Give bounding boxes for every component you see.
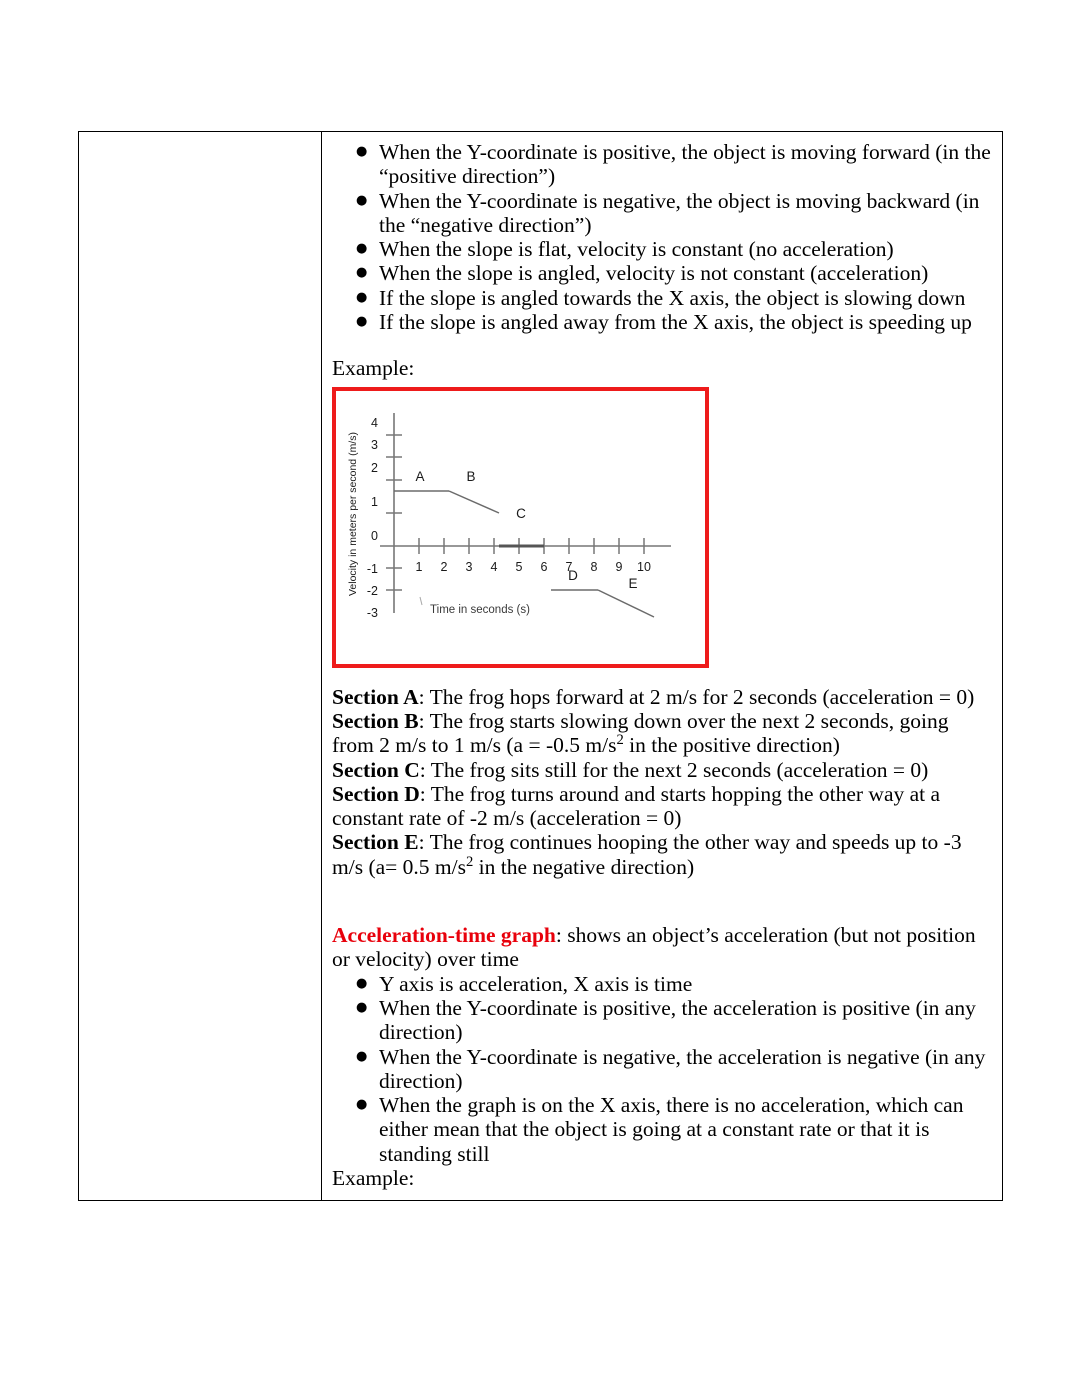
- section-d-description: [332, 782, 992, 831]
- y-axis-tick-labels: [367, 416, 378, 620]
- section-a-description: [332, 685, 992, 709]
- svg-text:5: 5: [515, 559, 523, 574]
- section-d-text: : The frog turns around and starts hopping the other way at a constant rate of -2 m/s (acceleration = 0): [332, 781, 941, 831]
- acceleration-graph-bullet-list: [332, 972, 992, 1166]
- acceleration-time-graph-heading: [332, 923, 992, 972]
- svg-text:A: A: [415, 468, 425, 484]
- list-item: ● If the slope is angled away from the X axis, the object is speeding up: [332, 310, 992, 334]
- x-axis-title: Time in seconds (s): [430, 603, 530, 616]
- content-table: [78, 131, 1003, 1201]
- section-b-text-tail: in the positive direction): [623, 733, 840, 758]
- list-item: ● If the slope is angled towards the X axis, the object is slowing down: [332, 286, 992, 310]
- svg-text:2: 2: [371, 460, 378, 475]
- acceleration-time-graph-title: Acceleration-time graph: [332, 923, 556, 948]
- y-axis-title: Velocity in meters per second (m/s): [347, 431, 359, 596]
- svg-text:9: 9: [615, 559, 623, 574]
- svg-text:-1: -1: [366, 561, 378, 576]
- section-e-description: [332, 830, 992, 879]
- svg-text:8: 8: [590, 559, 598, 574]
- segment-e: [598, 590, 654, 617]
- svg-text:4: 4: [490, 559, 498, 574]
- svg-text:3: 3: [371, 437, 378, 452]
- svg-text:1: 1: [415, 559, 423, 574]
- list-item: ● When the slope is angled, velocity is not constant (acceleration): [332, 261, 992, 285]
- list-item: ● Y axis is acceleration, X axis is time: [332, 972, 992, 996]
- x-axis-tick-labels: [416, 560, 651, 574]
- svg-text:6: 6: [540, 559, 548, 574]
- section-c-name: Section C: [332, 757, 420, 782]
- svg-text:D: D: [568, 567, 578, 583]
- section-c-description: [332, 758, 992, 782]
- section-e-superscript: 2: [465, 853, 474, 870]
- svg-text:2: 2: [440, 559, 448, 574]
- stray-mark: [420, 597, 422, 605]
- list-item: ● When the slope is flat, velocity is constant (no acceleration): [332, 237, 992, 261]
- list-item: ● When the Y-coordinate is positive, the acceleration is positive (in any direction): [332, 996, 992, 1045]
- section-e-name: Section E: [332, 830, 419, 855]
- velocity-graph-bullet-list: [332, 140, 992, 334]
- svg-text:-2: -2: [366, 583, 378, 598]
- svg-text:4: 4: [371, 415, 378, 430]
- example-label-acceleration: Example:: [332, 1166, 415, 1191]
- section-b-text: : The frog starts slowing down over the next 2 seconds, going from 2 m/s to 1 m/s (a = -0.5 m/s: [332, 708, 949, 758]
- section-a-name: Section A: [332, 684, 419, 709]
- section-a-text: : The frog hops forward at 2 m/s for 2 seconds (acceleration = 0): [418, 684, 975, 709]
- svg-text:-3: -3: [366, 605, 378, 620]
- table-cell-right-content: [322, 132, 1002, 1200]
- svg-text:E: E: [628, 575, 638, 591]
- svg-text:7: 7: [565, 559, 573, 574]
- section-d-name: Section D: [332, 781, 420, 806]
- acceleration-time-graph-definition: : shows an object’s acceleration (but not position or velocity) over time: [332, 923, 976, 972]
- svg-text:3: 3: [465, 559, 473, 574]
- svg-text:B: B: [466, 468, 476, 484]
- section-b-description: [332, 709, 992, 758]
- list-item: ● When the Y-coordinate is positive, the object is moving forward (in the “positive direction”): [332, 140, 992, 189]
- svg-text:1: 1: [371, 494, 378, 509]
- velocity-time-graph-figure: [332, 387, 709, 668]
- list-item: ● When the Y-coordinate is negative, the acceleration is negative (in any direction): [332, 1045, 992, 1094]
- table-cell-left-empty: [79, 132, 322, 1200]
- velocity-time-chart: [336, 391, 705, 664]
- svg-text:0: 0: [371, 528, 378, 543]
- section-c-text: : The frog sits still for the next 2 seconds (acceleration = 0): [419, 757, 929, 782]
- section-b-name: Section B: [332, 708, 419, 733]
- list-item: ● When the Y-coordinate is negative, the object is moving backward (in the “negative direction”): [332, 189, 992, 238]
- segment-annotations: [415, 469, 637, 591]
- svg-text:10: 10: [637, 559, 651, 574]
- example-label-velocity: Example:: [332, 356, 415, 381]
- list-item: ● When the graph is on the X axis, there is no acceleration, which can either mean that the object is going at a constant rate or that it is standing still: [332, 1093, 992, 1166]
- svg-text:C: C: [516, 505, 526, 521]
- section-b-superscript: 2: [616, 732, 624, 749]
- section-e-text-tail: in the negative direction): [473, 854, 695, 879]
- segment-b: [449, 491, 499, 513]
- section-e-text: : The frog continues hooping the other way and speeds up to -3 m/s (a= 0.5 m/s: [332, 830, 962, 879]
